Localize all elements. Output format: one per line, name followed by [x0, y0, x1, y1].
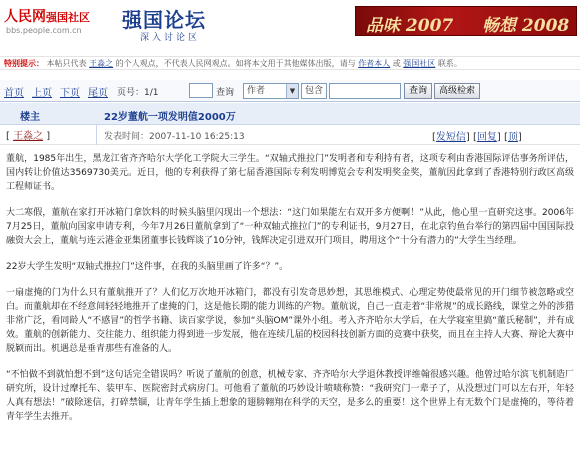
forum-title[interactable]: 强国论坛: [122, 8, 206, 32]
logo-brand: 人民网: [4, 9, 46, 25]
search-input[interactable]: [329, 83, 401, 99]
reply-link[interactable]: 回复: [476, 132, 497, 143]
first-page-link[interactable]: 首页: [4, 88, 24, 99]
paragraph: 大二寒假，董航在家打开冰箱门拿饮料的时候头脑里闪现出一个想法：“这门如果能左右双开多方便啊！”从此，他心里一直研究这事。2006年7月25日，董航向国家申请专利，今年7月26日董航拿到了“一种双轴式推拉门”的专利证书，9月27日，在北京钓鱼台举行的第四届中国国际投融资大会上，董航与连云港金亚集团董事长钱辉谈了10分钟，钱辉决定引进双开门项目，聘用这个“十分有潜力的”大学生当经理。: [6, 208, 574, 246]
logo-url: bbs.people.com.cn: [6, 26, 82, 35]
banner-left-text: 品味 2007: [366, 16, 454, 36]
promo-banner[interactable]: [355, 6, 577, 36]
post-time-label: 发表时间：: [104, 132, 150, 142]
notice-text-2: 的个人观点，不代表人民网观点。如将本文用于其他媒体出版，请与: [115, 59, 356, 68]
page-number-label: 页号：1/1: [117, 88, 159, 98]
notice-forum-link[interactable]: 强国社区: [403, 59, 436, 68]
notice-text-1: 本帖只代表: [46, 59, 87, 68]
page-number-input[interactable]: [189, 83, 213, 98]
post-header: [0, 103, 580, 125]
search-field-value: 作者: [247, 86, 266, 96]
search-field-select[interactable]: [243, 83, 299, 99]
post-body: [6, 152, 574, 436]
floor-label: 楼主: [20, 112, 40, 123]
last-page-link[interactable]: 尾页: [88, 88, 108, 99]
paragraph: 一扇虚掩的门为什么只有董航推开了？人们亿万次地开冰箱门，都没有引发奇思妙想，其思维模式、心理定势使最常见的开门细节被忽略或空白。而董航却在不经意间轻轻地推开了虚掩的门，这是他长期的能力训练的产物。董航说，自己一直走着“非常规”的成长路线，课堂之外的涉猎非常广泛，看同龄人“不感冒”的哲学书籍、读百家学说，参加“头脑OM”课外小组。考入齐齐哈尔大学后，在大学寝室里搞“董氏秘制”，并有成效。董航的创新能力、交往能力、组织能力得到进一步发展，他在连续几届的校园科技创新方面的竞赛中获奖，而且在主持人大赛、辩论大赛中脱颖而出。机遇总是垂青那些有准备的人。: [6, 288, 574, 354]
logo-sub: 强国社区: [46, 11, 90, 24]
send-message-link[interactable]: 发短信: [435, 132, 466, 143]
chevron-down-icon: ▼: [286, 84, 298, 98]
paragraph: 22岁大学生发明“双轴式推拉门”这件事，在我的头脑里画了许多“？”。: [6, 262, 289, 272]
post-meta-row: [0, 125, 580, 145]
notice-user-link[interactable]: 王淼之: [89, 59, 114, 68]
post-title: 22岁董航一项发明值2000万: [104, 112, 236, 123]
post-time: [104, 129, 245, 142]
author-link[interactable]: 王淼之: [13, 131, 44, 142]
notice-text-4: 联系。: [437, 59, 462, 68]
post-time-value: 2007-11-10 16:25:13: [149, 132, 245, 142]
search-match-select[interactable]: [301, 83, 327, 99]
search-button[interactable]: 查询: [404, 83, 432, 99]
divider: [96, 125, 97, 145]
site-header: [0, 0, 580, 46]
post-author: [6, 127, 50, 142]
post-actions: [432, 128, 522, 143]
paragraph: “不怕做不到就怕想不到”这句话完全错误吗？听说了董航的创意，机械专家、齐齐哈尔大学退休教授评维翰很感兴趣。他曾过哈尔滨飞机制造厂研究所，设计过摩托车、装甲车、医院密封式病房门。可他看了董航的巧妙设计喷啧称赞：“我研究门一辈子了，从没想过门可以左右开，年轻人真有想法！”破除迷信，打碎禁锢，让青年学生插上想象的翅膀翱翔在科学的天空，是多么的重要！这个世界上有无数个门是虚掩的，等待着青年学生去推开。: [6, 370, 574, 422]
notice-author-link[interactable]: 作者本人: [358, 59, 391, 68]
forum-subtitle: 深入讨论区: [140, 33, 201, 43]
advanced-search-button[interactable]: 高级检索: [434, 83, 480, 99]
paragraph: 董航，1985年出生，黑龙江省齐齐哈尔大学化工学院大三学生。“双轴式推拉门”发明者和专利持有者，这项专利由香港国际评估事务所评估，国内转让价值达3569730美元。近日，他的专利获得了第七届香港国际专利发明博览会专利发明奖金奖，董航因此拿到了香港特别行政区高级工程师证书。: [6, 154, 574, 192]
search-match-value: 包含: [305, 86, 324, 96]
action-bracket: ] [: [496, 132, 508, 143]
banner-right-text: 畅想 2008: [482, 16, 570, 36]
action-bracket: [: [432, 132, 436, 143]
author-bracket-open: [: [6, 131, 10, 142]
site-logo[interactable]: [4, 6, 90, 26]
author-bracket-close: ]: [46, 131, 51, 142]
next-page-link[interactable]: 下页: [60, 88, 80, 99]
pagination-bar: [0, 80, 580, 102]
prev-page-link[interactable]: 上页: [32, 88, 52, 99]
upvote-link[interactable]: 顶: [507, 132, 518, 143]
notice-label: 特别提示：: [4, 59, 44, 68]
action-bracket: ]: [517, 132, 522, 143]
action-bracket: ] [: [465, 132, 477, 143]
notice-bar: [0, 56, 580, 70]
notice-text-3: 或: [392, 59, 401, 68]
page-go-button[interactable]: 查询: [216, 88, 235, 98]
